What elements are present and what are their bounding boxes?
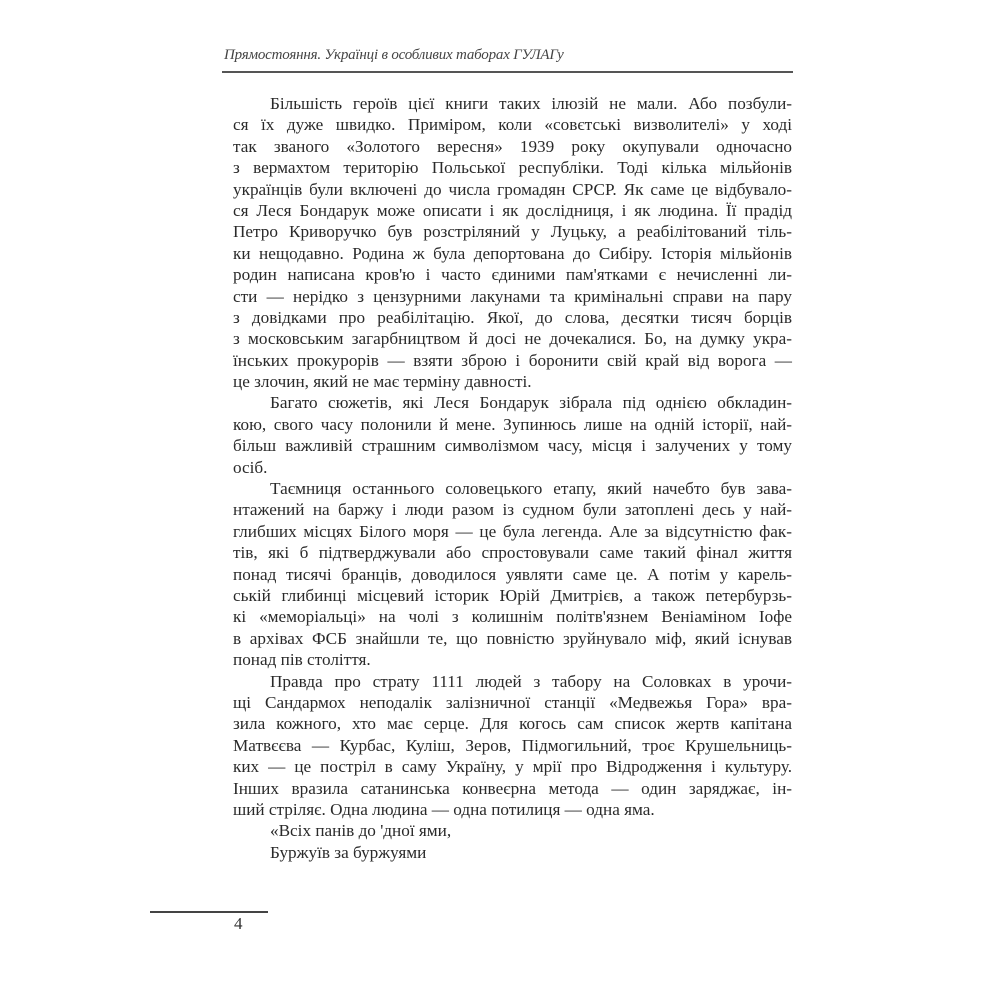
text-line: глибших місцях Білого моря — це була легенда. Але за відсутністю фак- xyxy=(233,521,792,541)
text-line: ся їх дуже швидко. Приміром, коли «совєтські визволителі» у ході xyxy=(233,115,792,135)
text-line: щі Сандармох неподалік залізничної станції «Медвежья Гора» вра- xyxy=(233,692,792,712)
text-line: це злочин, який не має терміну давності. xyxy=(233,372,532,392)
text-line: ший стріляє. Одна людина — одна потилиця — одна яма. xyxy=(233,799,655,819)
text-line: Правда про страту 1111 людей з табору на Соловках в урочи- xyxy=(270,671,792,691)
text-line: кі «меморіальці» на чолі з колишнім політв'язнем Веніаміном Іофе xyxy=(233,607,792,627)
text-line: їнських прокурорів — взяти зброю і боронити свій край від ворога — xyxy=(233,350,792,370)
text-line: більш важливій страшним символізмом часу, місця і залучених у тому xyxy=(233,436,792,456)
text-line: понад тисячі бранців, доводилося уявляти саме це. А потім у карель- xyxy=(233,564,792,584)
text-line: ки нещодавно. Родина ж була депортована до Сибіру. Історія мільйонів xyxy=(233,243,792,263)
text-line: з вермахтом територію Польської республіки. Тоді кілька мільйонів xyxy=(233,158,792,178)
text-line: з довідками про реабілітацію. Якої, до слова, десятки тисяч борців xyxy=(233,307,792,327)
text-line: українців були включені до числа громадян СРСР. Як саме це відбувало- xyxy=(233,179,792,199)
text-line: зила кожного, хто має серце. Для когось сам список жертв капітана xyxy=(233,714,792,734)
text-line: з московським загарбництвом й досі не дочекалися. Бо, на думку укра- xyxy=(233,329,792,349)
text-line: ся Леся Бондарук може описати і як дослідниця, і як людина. Її прадід xyxy=(233,200,792,220)
text-line: родин написана кров'ю і часто єдиними пам'ятками є нечисленні ли- xyxy=(233,265,792,285)
text-line: ській глибинці місцевий історик Юрій Дмитрієв, а також петербурзь- xyxy=(233,585,792,605)
body-text xyxy=(233,93,792,863)
text-line: сти — нерідко з цензурними лакунами та кримінальні справи на пару xyxy=(233,286,792,306)
text-line: понад пів століття. xyxy=(233,650,371,670)
text-line: кою, свого часу полонили й мене. Зупинюсь лише на одній історії, най- xyxy=(233,414,792,434)
text-line: «Всіх панів до 'дної ями, xyxy=(270,821,452,841)
text-line: Більшість героїв цієї книги таких ілюзій не мали. Або позбули- xyxy=(270,94,792,113)
header-divider xyxy=(222,71,793,73)
text-line: нтажений на баржу і люди разом із судном були затоплені десь у най- xyxy=(233,500,792,520)
text-line: Інших вразила сатанинська конвеєрна метода — один заряджає, ін- xyxy=(233,778,792,798)
text-line: так званого «Золотого вересня» 1939 року окупували одночасно xyxy=(233,136,792,156)
text-line: Багато сюжетів, які Леся Бондарук зібрала під однією обкладин- xyxy=(270,393,792,413)
text-line: осіб. xyxy=(233,457,268,477)
running-header: Прямостояння. Українці в особливих таборах ГУЛАГу xyxy=(224,47,564,63)
page-number: 4 xyxy=(234,914,243,933)
text-line: в архівах ФСБ знайшли те, що повністю зруйнувало міф, який існував xyxy=(233,628,792,648)
footer-divider xyxy=(150,911,268,913)
text-line: тів, які б підтверджували або спростовували саме такий фінал життя xyxy=(233,543,792,563)
text-line: Петро Криворучко був розстріляний у Луцьку, а реабілітований тіль- xyxy=(233,222,792,242)
text-line: ких — це постріл в саму Україну, у мрії про Відродження і культуру. xyxy=(233,757,792,777)
text-line: Буржуїв за буржуями xyxy=(270,842,427,862)
text-line: Таємниця останнього соловецького етапу, який начебто був зава- xyxy=(270,479,792,499)
text-line: Матвєєва — Курбас, Куліш, Зеров, Підмогильний, троє Крушельниць- xyxy=(233,735,792,755)
